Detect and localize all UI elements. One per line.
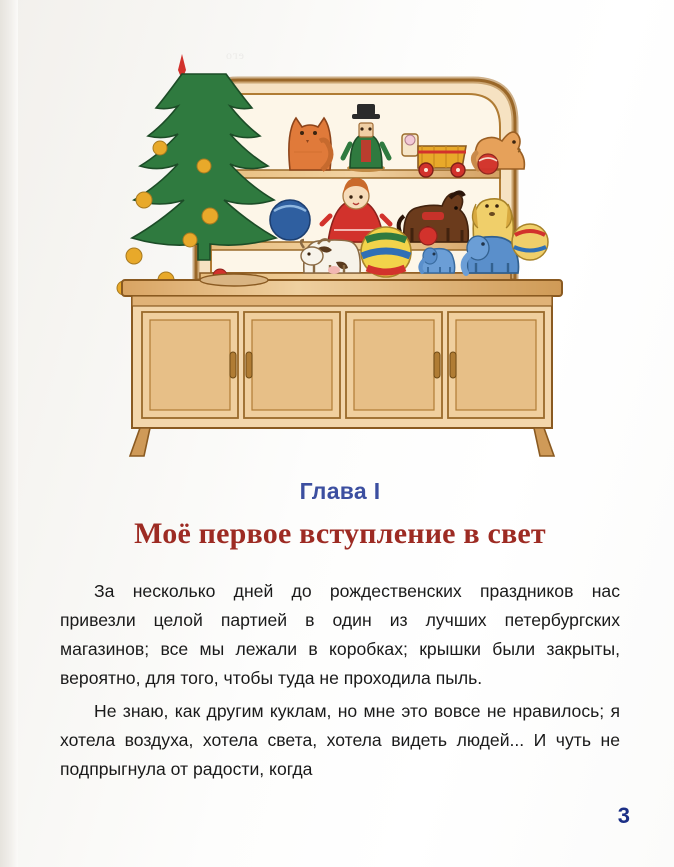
- body-paragraph-1: За несколько дней до рождественских праздников нас привезли целой партией в один из лучших петербургских магазинов; все мы лежали в коробках; крышки были закрыты, вероятно, для того, чтобы туда не проходила пыль.: [60, 581, 620, 688]
- toy-ball-red-1: [478, 154, 498, 174]
- toy-ball-red-2: [419, 227, 437, 245]
- shop-counter: [122, 274, 562, 456]
- chapter-text-block: [60, 478, 620, 788]
- chapter-label: Глава I: [299, 478, 381, 504]
- page-left-edge: [0, 0, 18, 867]
- page-number: 3: [617, 803, 630, 828]
- page-showthrough-text: его: [225, 48, 244, 62]
- toy-elephant-big: [464, 236, 519, 273]
- toy-elephant-small: [420, 248, 454, 273]
- body-paragraph-2: Не знаю, как другим куклам, но мне это вовсе не нравилось; я хотела воздуха, хотела света, хотела видеть людей... И чуть не подпрыгнула от радости, когда: [60, 701, 620, 779]
- toy-cow: [301, 239, 360, 274]
- chapter-illustration: [78, 30, 598, 470]
- toy-ball-yellow: [512, 224, 548, 260]
- toy-striped-ball: [361, 227, 411, 277]
- toy-cat: [289, 118, 331, 170]
- chapter-title: Моё первое вступление в свет: [134, 517, 546, 550]
- toy-ball-blue-dark: [270, 200, 310, 240]
